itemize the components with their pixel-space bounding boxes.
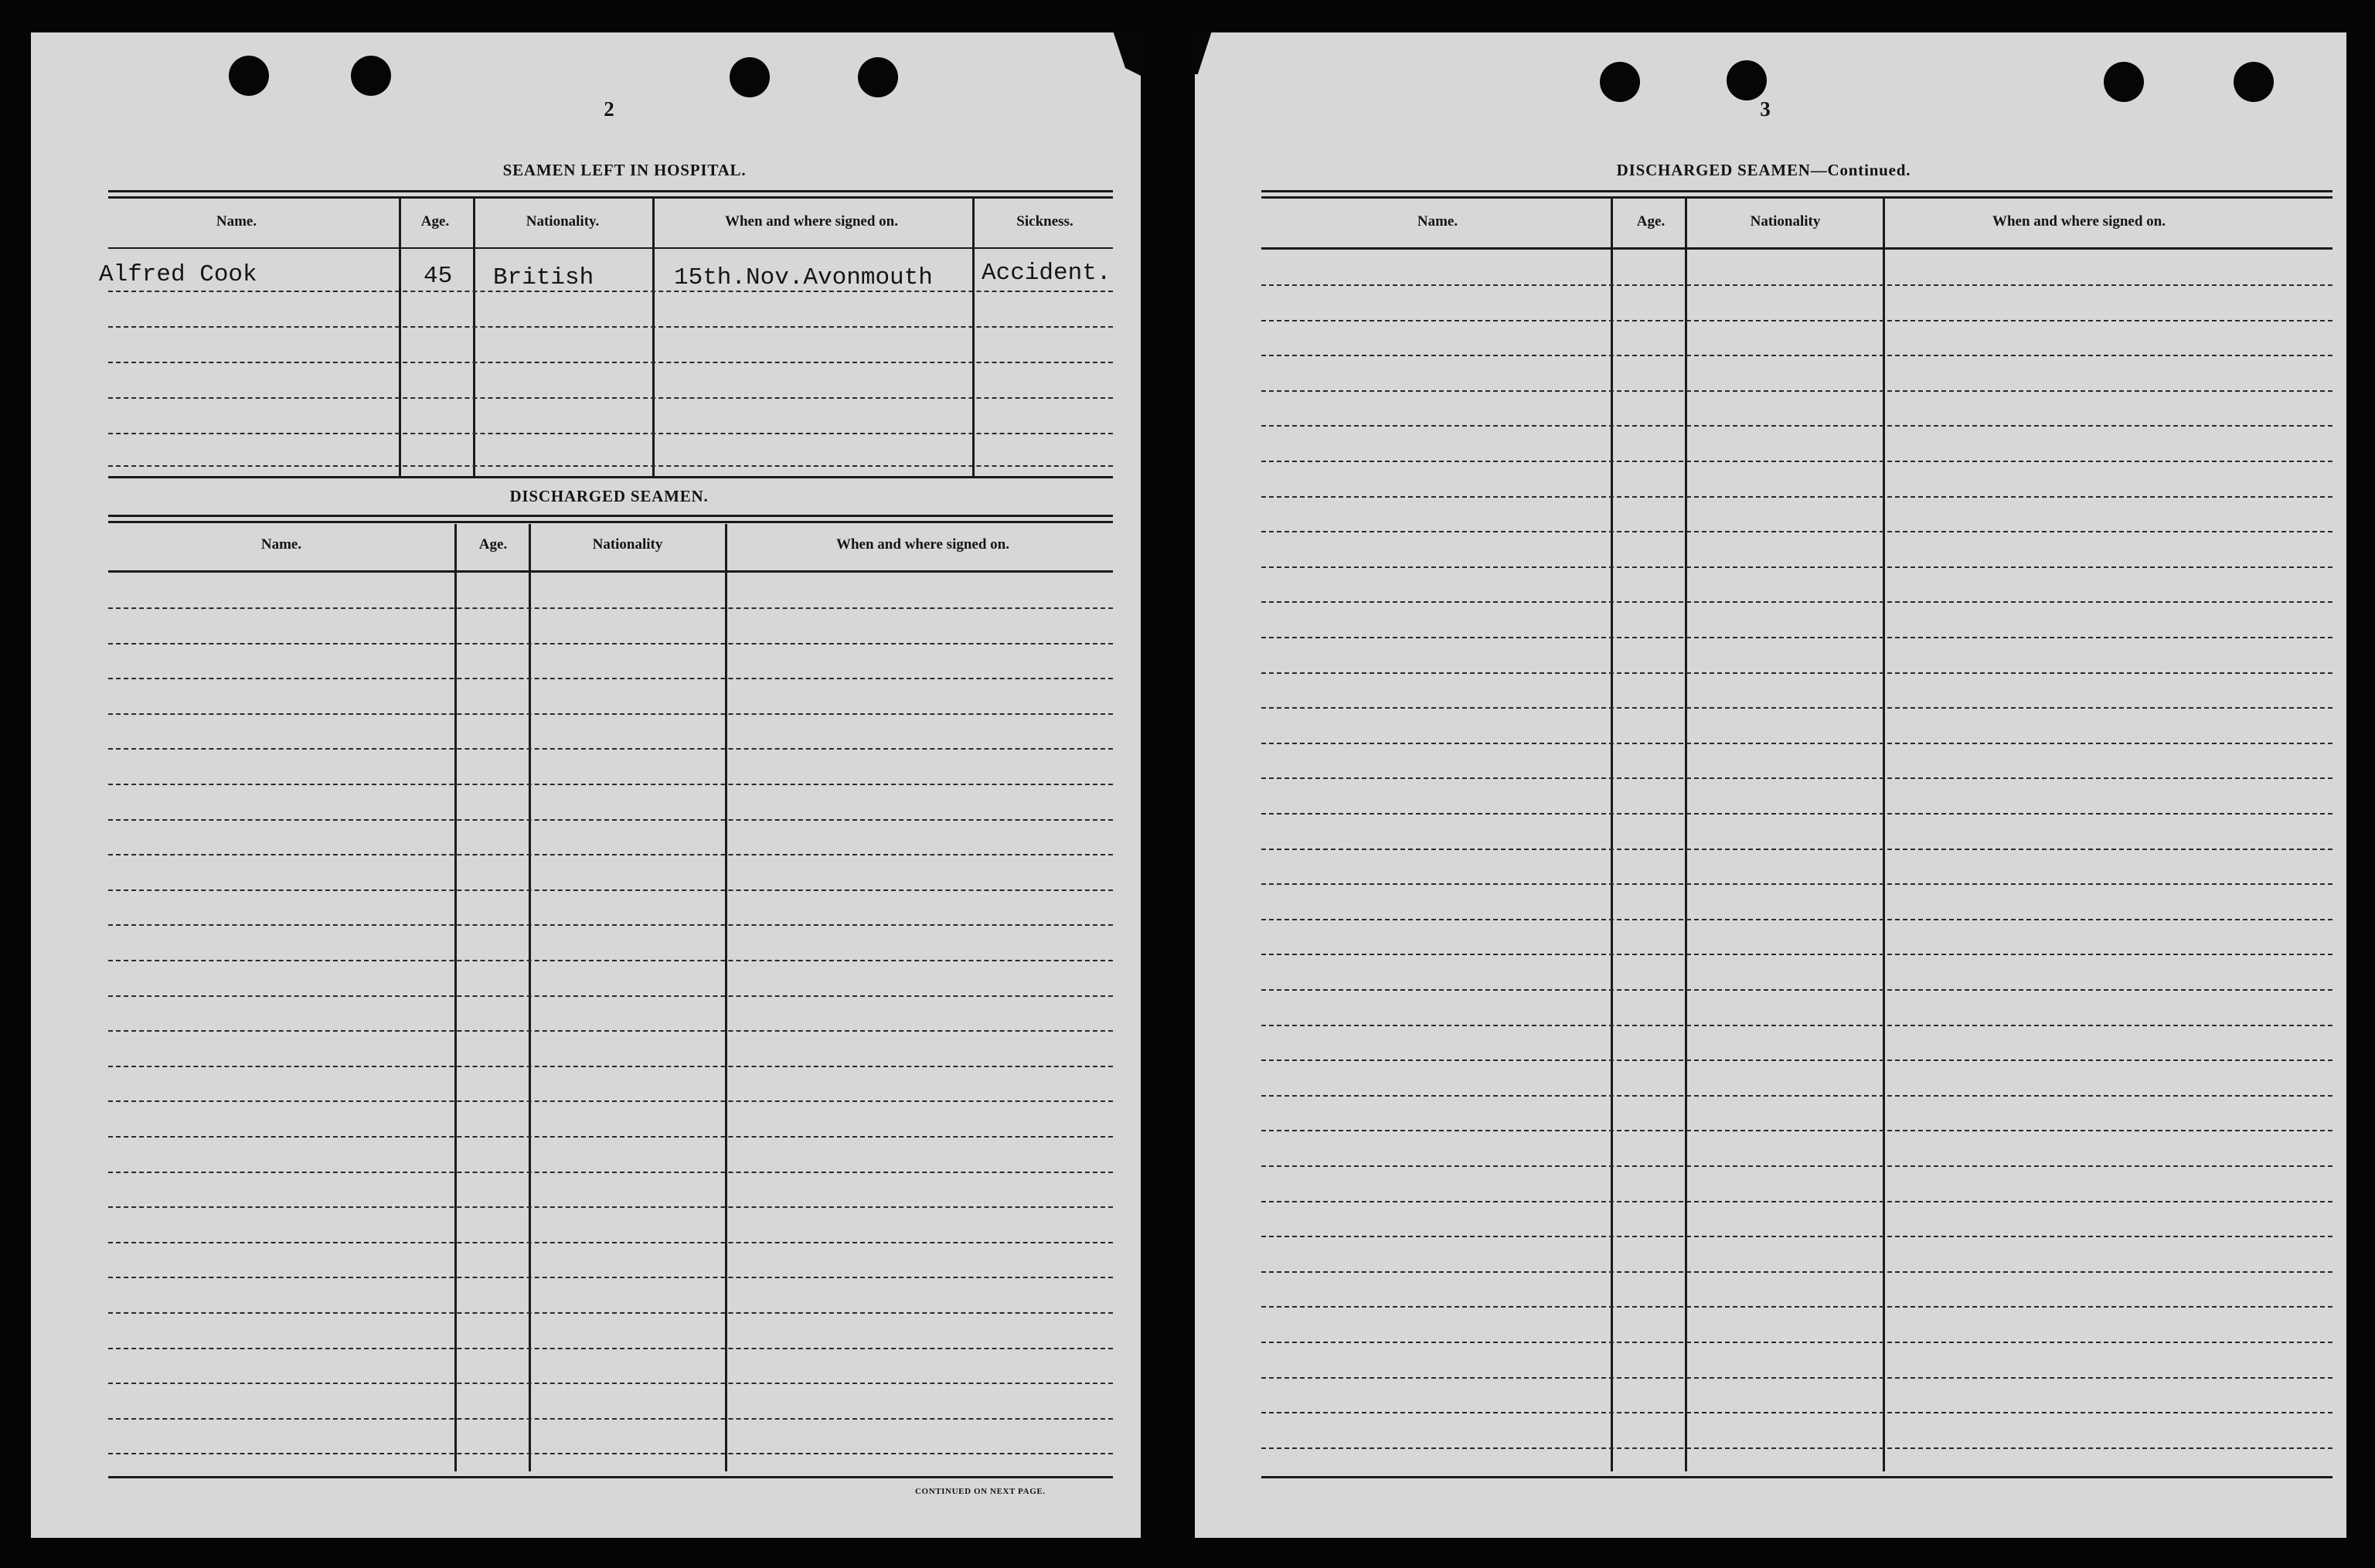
entry-line bbox=[1261, 849, 2332, 850]
top-rule bbox=[108, 196, 1113, 199]
col-name-header: Name. bbox=[216, 213, 257, 230]
continued-footer: CONTINUED ON NEXT PAGE. bbox=[915, 1487, 1046, 1496]
hospital-sickness-cell: Accident. bbox=[982, 260, 1111, 287]
entry-line bbox=[1261, 1130, 2332, 1131]
entry-line bbox=[108, 1277, 1113, 1278]
punch-hole bbox=[351, 56, 391, 96]
top-rule bbox=[108, 190, 1113, 192]
entry-line bbox=[1261, 1447, 2332, 1449]
entry-line bbox=[108, 1100, 1113, 1102]
entry-line bbox=[1261, 1236, 2332, 1237]
entry-line bbox=[1261, 883, 2332, 885]
top-rule bbox=[108, 515, 1113, 517]
entry-line bbox=[108, 1312, 1113, 1314]
punch-hole bbox=[2234, 62, 2274, 102]
hospital-age-cell: 45 bbox=[424, 263, 453, 290]
header-rule bbox=[108, 570, 1113, 573]
entry-line bbox=[1261, 1342, 2332, 1343]
hospital-section-title: SEAMEN LEFT IN HOSPITAL. bbox=[502, 161, 747, 179]
column-divider bbox=[1611, 198, 1613, 1471]
column-divider bbox=[972, 198, 975, 476]
hospital-signed-on-cell: 15th.Nov.Avonmouth bbox=[674, 264, 933, 291]
entry-line bbox=[1261, 1165, 2332, 1167]
col-signed-on-header: When and where signed on. bbox=[835, 536, 1010, 553]
discharged-section-title: DISCHARGED SEAMEN. bbox=[509, 487, 709, 505]
column-divider bbox=[454, 524, 457, 1471]
col-name-header: Name. bbox=[1417, 213, 1458, 230]
col-age-header: Age. bbox=[1636, 213, 1666, 230]
entry-line bbox=[108, 326, 1113, 328]
entry-line bbox=[108, 748, 1113, 750]
entry-line bbox=[1261, 1271, 2332, 1273]
punch-hole bbox=[858, 57, 898, 97]
entry-line bbox=[108, 433, 1113, 434]
entry-line bbox=[1261, 1095, 2332, 1097]
torn-corner bbox=[1192, 31, 1212, 74]
entry-line bbox=[108, 1418, 1113, 1420]
entry-line bbox=[108, 1030, 1113, 1032]
entry-line bbox=[108, 1383, 1113, 1384]
entry-line bbox=[1261, 496, 2332, 498]
col-sickness-header: Sickness. bbox=[1016, 213, 1074, 230]
entry-line bbox=[108, 607, 1113, 609]
column-divider bbox=[399, 198, 401, 476]
col-nationality-header: Nationality bbox=[1750, 213, 1821, 230]
right-page bbox=[1195, 32, 2346, 1538]
entry-line bbox=[1261, 461, 2332, 462]
entry-line bbox=[108, 713, 1113, 715]
entry-line bbox=[108, 1136, 1113, 1138]
entry-line bbox=[1261, 919, 2332, 920]
entry-line bbox=[1261, 531, 2332, 532]
punch-hole bbox=[730, 57, 770, 97]
entry-line bbox=[1261, 566, 2332, 568]
entry-line bbox=[108, 1172, 1113, 1173]
col-name-header: Name. bbox=[260, 536, 302, 553]
top-rule bbox=[1261, 196, 2332, 199]
bottom-rule bbox=[1261, 1476, 2332, 1478]
entry-line bbox=[1261, 743, 2332, 744]
entry-line bbox=[1261, 813, 2332, 815]
entry-line bbox=[1261, 707, 2332, 709]
entry-line bbox=[1261, 601, 2332, 603]
entry-line bbox=[108, 924, 1113, 926]
entry-line bbox=[108, 854, 1113, 855]
page-number: 3 bbox=[1760, 97, 1771, 121]
hospital-name-cell: Alfred Cook bbox=[99, 261, 257, 288]
column-divider bbox=[652, 198, 655, 476]
entry-line bbox=[1261, 1025, 2332, 1026]
entry-line bbox=[1261, 1306, 2332, 1308]
col-nationality-header: Nationality. bbox=[526, 213, 600, 230]
header-rule bbox=[1261, 247, 2332, 250]
hospital-nationality-cell: British bbox=[493, 264, 594, 291]
column-divider bbox=[529, 524, 531, 1471]
entry-line bbox=[108, 784, 1113, 785]
entry-line bbox=[108, 1242, 1113, 1243]
column-divider bbox=[1685, 198, 1687, 1471]
entry-line bbox=[108, 960, 1113, 961]
entry-line bbox=[1261, 1201, 2332, 1202]
entry-line bbox=[108, 397, 1113, 399]
entry-line bbox=[108, 1348, 1113, 1349]
punch-hole bbox=[1600, 62, 1640, 102]
bottom-rule bbox=[108, 476, 1113, 478]
entry-line bbox=[1261, 989, 2332, 991]
entry-line bbox=[108, 995, 1113, 997]
entry-line bbox=[1261, 1412, 2332, 1413]
entry-line bbox=[108, 1453, 1113, 1454]
entry-line bbox=[1261, 1377, 2332, 1379]
entry-line bbox=[1261, 954, 2332, 955]
top-rule bbox=[108, 521, 1113, 523]
entry-line bbox=[1261, 390, 2332, 392]
entry-line bbox=[1261, 672, 2332, 674]
col-signed-on-header: When and where signed on. bbox=[1992, 213, 2166, 230]
entry-line bbox=[1261, 425, 2332, 427]
entry-line bbox=[108, 819, 1113, 821]
col-signed-on-header: When and where signed on. bbox=[724, 213, 899, 230]
entry-line bbox=[108, 643, 1113, 645]
punch-hole bbox=[2104, 62, 2144, 102]
punch-hole bbox=[1727, 60, 1767, 100]
entry-line bbox=[108, 291, 1113, 292]
entry-line bbox=[108, 1206, 1113, 1208]
punch-hole bbox=[229, 56, 269, 96]
entry-line bbox=[1261, 355, 2332, 356]
entry-line bbox=[108, 362, 1113, 363]
page-number: 2 bbox=[604, 97, 614, 121]
left-page bbox=[31, 32, 1141, 1538]
column-divider bbox=[725, 524, 727, 1471]
col-age-header: Age. bbox=[478, 536, 508, 553]
entry-line bbox=[1261, 1060, 2332, 1061]
entry-line bbox=[1261, 320, 2332, 321]
bottom-rule bbox=[108, 1476, 1113, 1478]
header-rule bbox=[108, 247, 1113, 249]
entry-line bbox=[108, 465, 1113, 467]
entry-line bbox=[1261, 284, 2332, 286]
entry-line bbox=[1261, 637, 2332, 638]
entry-line bbox=[1261, 777, 2332, 779]
col-age-header: Age. bbox=[420, 213, 450, 230]
entry-line bbox=[108, 678, 1113, 679]
torn-corner bbox=[1113, 31, 1144, 77]
entry-line bbox=[108, 1066, 1113, 1067]
col-nationality-header: Nationality bbox=[592, 536, 663, 553]
discharged-continued-title: DISCHARGED SEAMEN—Continued. bbox=[1616, 161, 1911, 179]
column-divider bbox=[473, 198, 475, 476]
column-divider bbox=[1883, 198, 1885, 1471]
entry-line bbox=[108, 889, 1113, 891]
top-rule bbox=[1261, 190, 2332, 192]
